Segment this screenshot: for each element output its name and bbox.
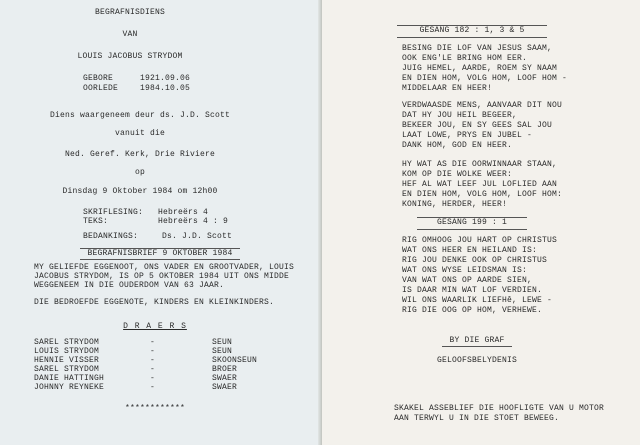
graf-heading: BY DIE GRAF: [449, 336, 505, 345]
gesang1-heading: GESANG 182 : 1, 3 & 5: [419, 26, 525, 35]
geloof-line: GELOOFSBELYDENIS: [436, 356, 517, 365]
bedankings-label: BEDANKINGS:: [83, 232, 139, 241]
family-line: DIE BEDROEFDE EGGENOTE, KINDERS EN KLEINKINDERS.: [34, 298, 275, 307]
verse-line: IS DAAR MIN WAT LOF VERDIEN.: [402, 286, 543, 295]
verse-line: WAT ONS HEER EN HEILAND IS:: [402, 246, 538, 255]
draer-dash: -: [150, 356, 156, 365]
draer-relation: SEUN: [212, 338, 233, 347]
verse-line: LAAT LOWE, PRYS EN JUBEL -: [402, 131, 533, 140]
draer-relation: SEUN: [212, 347, 233, 356]
verse-line: WAT ONS WYSE LEIDSMAN IS:: [402, 266, 528, 275]
verse-line: KOM OP DIE WOLKE WEER:: [402, 170, 513, 179]
verse-line: JUIG HEMEL, AARDE, ROEM SY NAAM: [402, 64, 558, 73]
draers-heading: D R A E R S: [123, 322, 187, 331]
draer-relation: SWAER: [212, 383, 238, 392]
draer-dash: -: [150, 338, 156, 347]
draer-relation: BROER: [212, 365, 238, 374]
gebore-label: GEBORE: [83, 74, 114, 83]
service-title: BEGRAFNISDIENS: [94, 8, 165, 17]
draer-name: SAREL STRYDOM: [34, 338, 100, 347]
skriflesing-value: Hebreërs 4: [158, 208, 209, 217]
vanuit-line: vanuit die: [114, 129, 165, 138]
gebore-date: 1921.09.06: [140, 74, 191, 83]
verse-line: KONING, HERDER, HEER!: [402, 200, 508, 209]
draer-dash: -: [150, 383, 156, 392]
gesang2-heading: GESANG 199 : 1: [436, 218, 507, 227]
verse-line: OOK ENG'LE BRING HOM EER.: [402, 54, 528, 63]
church-line: Ned. Geref. Kerk, Drie Riviere: [64, 150, 216, 159]
brief-line-2: JACOBUS STRYDOM, IS OP 5 OKTOBER 1984 UIT ONS MIDDE: [34, 272, 290, 281]
officiant-line: Diens waargeneem deur ds. J.D. Scott: [49, 111, 231, 120]
draer-name: LOUIS STRYDOM: [34, 347, 100, 356]
bedankings-value: Ds. J.D. Scott: [162, 232, 233, 241]
teks-label: TEKS:: [83, 217, 109, 226]
verse-line: EN DIEN HOM, VOLG HOM, LOOF HOM:: [402, 190, 563, 199]
draer-dash: -: [150, 347, 156, 356]
verse-line: MIDDELAAR EN HEER!: [402, 84, 493, 93]
draer-name: HENNIE VISSER: [34, 356, 100, 365]
verse-line: DAT HY JOU HEIL BEGEER,: [402, 111, 518, 120]
verse-line: HEF AL WAT LEEF JUL LOFLIED AAN: [402, 180, 558, 189]
verse-line: BESING DIE LOF VAN JESUS SAAM,: [402, 44, 553, 53]
deceased-name: LOUIS JACOBUS STRYDOM: [77, 52, 183, 61]
notice-line-2: AAN TERWYL U IN DIE STOET BEWEEG.: [394, 414, 560, 423]
verse-line: RIG DIE OOG OP HOM, VERHEWE.: [402, 306, 543, 315]
verse-line: RIG JOU DENKE OOK OP CHRISTUS: [402, 256, 548, 265]
oorlede-date: 1984.10.05: [140, 84, 191, 93]
verse-line: WIL ONS WAARLIK LIEFHê, LEWE -: [402, 296, 553, 305]
brief-heading: BEGRAFNISBRIEF 9 OKTOBER 1984: [87, 249, 233, 258]
draer-dash: -: [150, 365, 156, 374]
verse-line: VERDWAASDE MENS, AANVAAR DIT NOU: [402, 101, 563, 110]
brief-line-3: WEGGENEEM IN DIE OUDERDOM VAN 63 JAAR.: [34, 281, 225, 290]
verse-line: BEKEER JOU, EN SY GEES SAL JOU: [402, 121, 553, 130]
van-label: VAN: [122, 30, 138, 39]
stars-divider: ************: [125, 404, 186, 413]
skriflesing-label: SKRIFLESING:: [83, 208, 144, 217]
brief-line-1: MY GELIEFDE EGGENOOT, ONS VADER EN GROOTVADER, LOUIS: [34, 263, 295, 272]
draer-name: DANIE HATTINGH: [34, 374, 105, 383]
verse-line: DANK HOM, GOD EN HEER.: [402, 141, 513, 150]
draer-dash: -: [150, 374, 156, 383]
oorlede-label: OORLEDE: [83, 84, 119, 93]
verse-line: RIG OMHOOG JOU HART OP CHRISTUS: [402, 236, 558, 245]
verse-line: HY WAT AS DIE OORWINNAAR STAAN,: [402, 160, 558, 169]
date-time-line: Dinsdag 9 Oktober 1984 om 12h00: [62, 187, 218, 196]
op-line: op: [134, 168, 145, 177]
notice-line-1: SKAKEL ASSEBLIEF DIE HOOFLIGTE VAN U MOTOR: [394, 404, 605, 413]
verse-line: EN DIEN HOM, VOLG HOM, LOOF HOM -: [402, 74, 568, 83]
draer-name: SAREL STRYDOM: [34, 365, 100, 374]
verse-line: VAN WAT ONS OP AARDE SIEN,: [402, 276, 533, 285]
draer-relation: SWAER: [212, 374, 238, 383]
draer-name: JOHNNY REYNEKE: [34, 383, 105, 392]
right-page: [322, 0, 640, 445]
teks-value: Hebreërs 4 : 9: [158, 217, 229, 226]
draer-relation: SKOONSEUN: [212, 356, 258, 365]
